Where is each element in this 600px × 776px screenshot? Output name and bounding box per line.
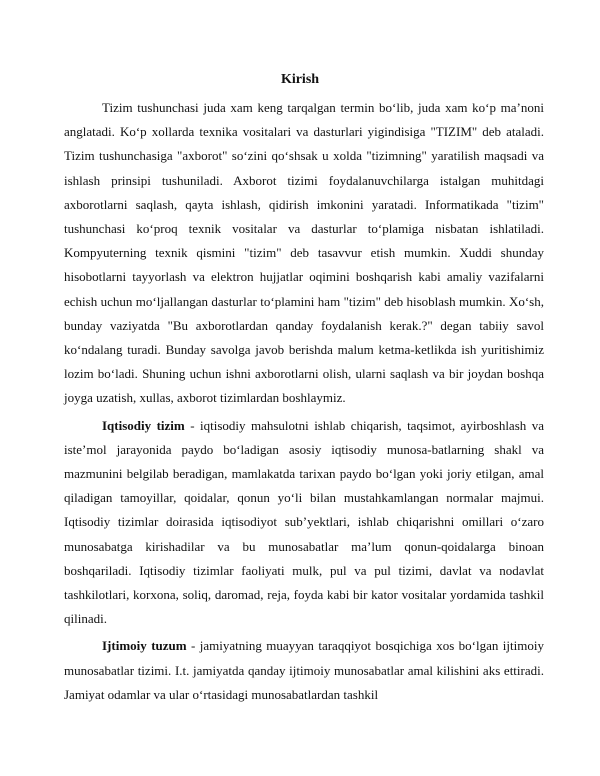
paragraph-text: Tizim tushunchasi juda xam keng tarqalgan termin bo‘lib, juda xam ko‘p ma’noni anglatadi. Ko‘p xollarda texnika vositalari va dasturlari yigindisiga "TIZIM" deb ataladi. Tizim tushunchasiga "axborot" so‘zini qo‘shsak u xolda "tizimning" yaratilish maqsadi va ishlash prinsipi tushuniladi. Axborot tizimi foydalanuvchilarga istalgan muhitdagi axborotlarni saqlash, qayta ishlash, qidirish imkonini yaratadi. Informatikada "tizim" tushunchasi ko‘proq texnik vositalar va dasturlar to‘plamiga nisbatan ishlatiladi. Kompyuterning texnik qismini "tizim" deb tasavvur etish mumkin. Xuddi shunday hisobotlarni tayyorlash va elektron hujjatlar oqimini boshqarish kabi amaliy vazifalarni echish uchun mo‘ljallangan dasturlar to‘plamini ham "tizim" deb hisoblash mumkin. Xo‘sh, bunday vaziyatda "Bu axborotlardan qanday foydalanish kerak.?" degan tabiiy savol ko‘ndalang turadi. Bunday savolga javob berishda malum ketma-ketlikda ish yuritishimiz lozim bo‘ladi. Shuning uchun ishni axborotlarni olish, ularni saqlash va bir joydan boshqa joyga uzatish, xullas, axborot tizimlardan boshlaymiz. (64, 100, 544, 406)
paragraph-ijtimoiy-tuzum (64, 634, 544, 707)
document-body (64, 96, 544, 707)
paragraph-text: - iqtisodiy mahsulotni ishlab chiqarish, taqsimot, ayirboshlash va iste’mol jarayonida paydo bo‘ladigan asosiy iqtisodiy munosa-batlarning shakl va mazmunini belgilab beradigan, mamlakatda tarixan paydo bo‘lgan yoki joriy etilgan, amal qiladigan tamoyillar, qoidalar, qonun yo‘li bilan mustahkamlangan normalar majmui. Iqtisodiy tizimlar doirasida iqtisodiyot sub’yektlari, ishlab chiqarishni omillari o‘zaro munosabatga kirishadilar va bu munosabatlar ma’lum qonun-qoidalarga binoan boshqariladi. Iqtisodiy tizimlar faoliyati mulk, pul va pul tizimi, davlat va nodavlat tashkilotlari, korxona, soliq, daromad, reja, foyda kabi bir kator vositalar yordamida tashkil qilinadi. (64, 417, 544, 627)
document-title: Kirish (280, 72, 320, 87)
paragraph-intro (64, 96, 544, 411)
paragraph-iqtisodiy-tizim (64, 414, 544, 632)
term-heading: Iqtisodiy tizim (102, 417, 185, 433)
term-heading: Ijtimoiy tuzum (102, 638, 187, 654)
paragraph-text: - jamiyatning muayyan taraqqiyot bosqichiga xos bo‘lgan ijtimoiy munosabatlar tizimi. I.t. jamiyatda qanday ijtimoiy munosabatlar amal kilishini aks ettiradi. Jamiyat odamlar va ular o‘rtasidagi munosabatlardan tashkil (64, 638, 544, 702)
